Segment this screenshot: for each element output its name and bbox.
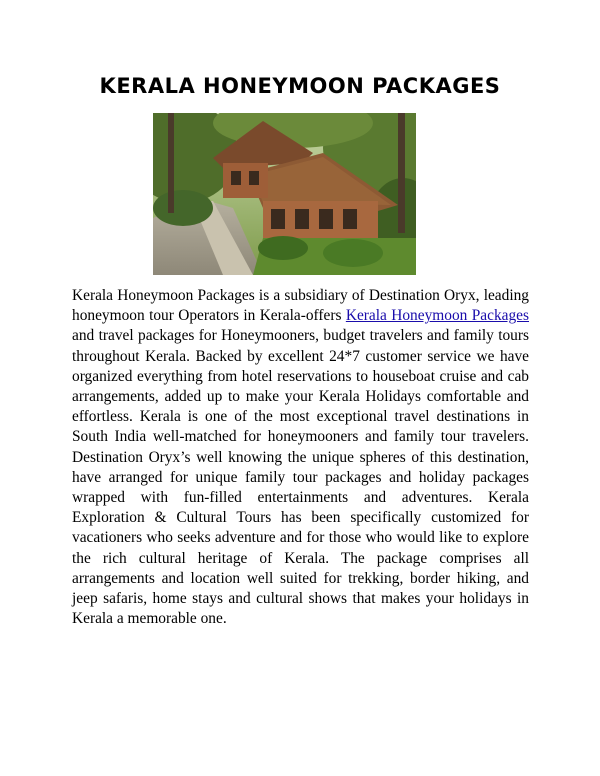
paragraph-body: and travel packages for Honeymooners, budget travelers and family tours throughout Kerala. Backed by excellent 24*7 customer service we have organized everything from hotel reservations to houseboat cruise and cab arrangements, added up to make your Kerala Holidays comfortable and effortless. Kerala is one of the most exceptional travel destinations in South India well-matched for honeymooners and family tour travelers. Destination Oryx’s well knowing the unique spheres of this destination, have arranged for unique family tour packages and holiday packages wrapped with fun-filled entertainments and adventures. Kerala Exploration & Cultural Tours has been specifically customized for vacationers who seeks adventure and for those who would like to explore the rich cultural heritage of Kerala. The package comprises all arrangements and location well suited for trekking, border hiking, and jeep safaris, home stays and cultural shows that makes your holidays in Kerala a memorable one. — [72, 327, 529, 628]
description-paragraph — [72, 286, 529, 629]
page-title: KERALA HONEYMOON PACKAGES — [99, 74, 501, 98]
kerala-honeymoon-packages-link[interactable]: Kerala Honeymoon Packages — [345, 307, 529, 325]
paragraph-intro: Kerala Honeymoon Packages is a subsidiary of Destination Oryx, leading honeymoon tour Operators in Kerala-offers — [72, 287, 529, 325]
resort-photo — [153, 113, 416, 275]
